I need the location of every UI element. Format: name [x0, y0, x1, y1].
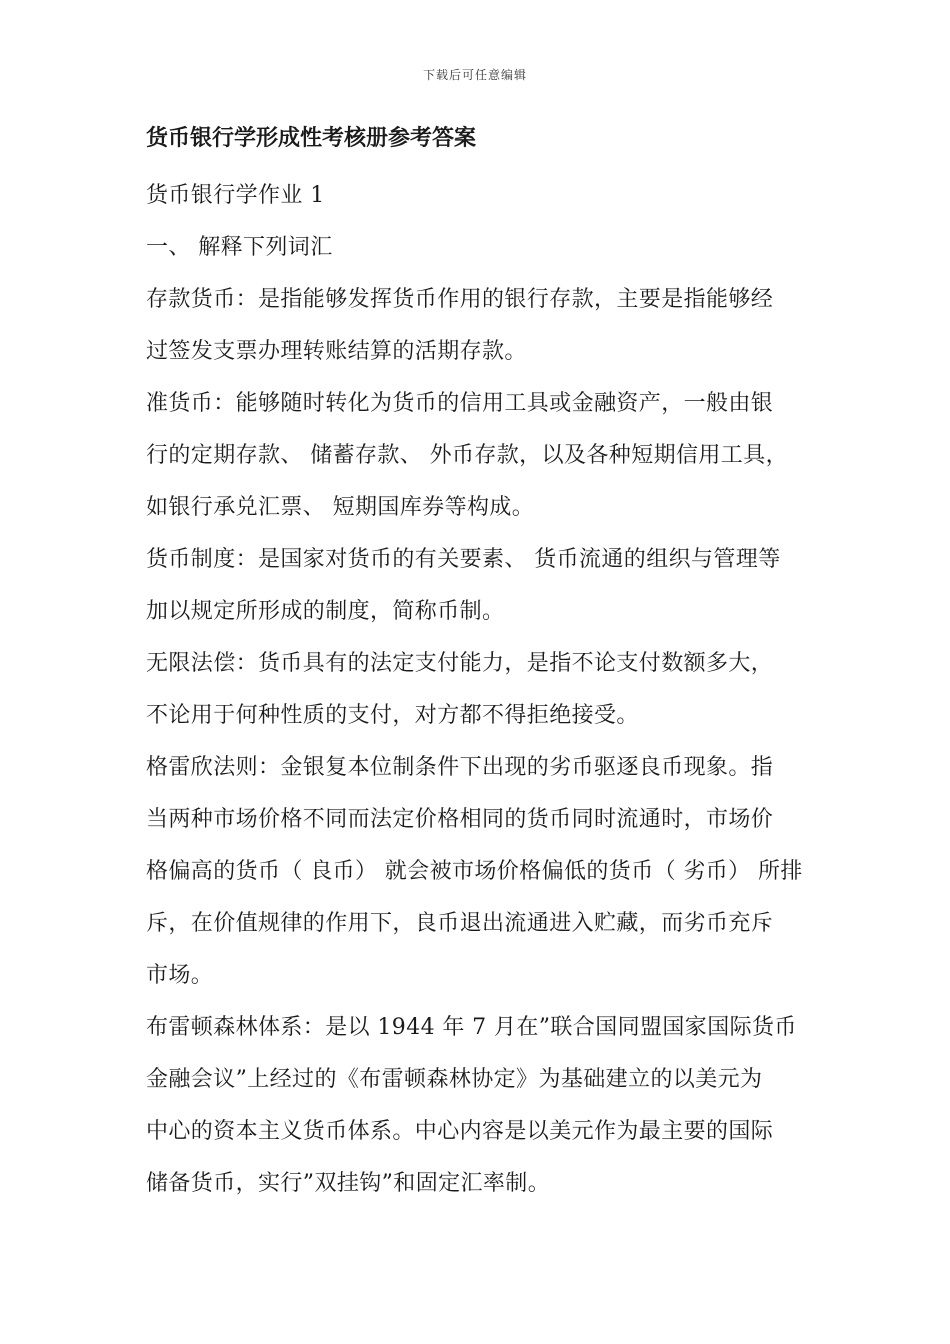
text-line: 格偏高的货币（ 良币） 就会被市场价格偏低的货币（ 劣币） 所排 — [146, 859, 803, 884]
definitions-text — [146, 274, 826, 1210]
text-line: 格雷欣法则：金银复本位制条件下出现的劣币驱逐良币现象。指 — [146, 755, 774, 780]
text-line: 市场。 — [146, 963, 214, 988]
section-heading: 一、 解释下列词汇 — [146, 235, 333, 260]
document-body — [146, 118, 826, 1210]
page-header-note: 下载后可任意编辑 — [422, 68, 527, 82]
text-line: 斥，在价值规律的作用下，良币退出流通进入贮藏，而劣币充斥 — [146, 911, 774, 936]
text-line: 如银行承兑汇票、 短期国库券等构成。 — [146, 495, 535, 520]
text-line: 过签发支票办理转账结算的活期存款。 — [146, 339, 527, 364]
text-line: 储备货币，实行”双挂钩”和固定汇率制。 — [146, 1171, 551, 1196]
text-line: 无限法偿：货币具有的法定支付能力，是指不论支付数额多大， — [146, 651, 774, 676]
text-line: 加以规定所形成的制度，简称币制。 — [146, 599, 505, 624]
text-line: 货币制度：是国家对货币的有关要素、 货币流通的组织与管理等 — [146, 547, 781, 572]
text-line: 金融会议”上经过的《布雷顿森林协定》为基础建立的以美元为 — [146, 1067, 763, 1092]
text-line: 准货币：能够随时转化为货币的信用工具或金融资产，一般由银 — [146, 391, 774, 416]
text-line: 当两种市场价格不同而法定价格相同的货币同时流通时，市场价 — [146, 807, 774, 832]
document-title: 货币银行学形成性考核册参考答案 — [146, 125, 477, 151]
text-line: 不论用于何种性质的支付，对方都不得拒绝接受。 — [146, 703, 639, 728]
assignment-heading: 货币银行学作业 1 — [146, 183, 325, 208]
text-line: 布雷顿森林体系：是以 1944 年 7 月在”联合国同盟国家国际货币 — [146, 1015, 797, 1040]
text-line: 中心的资本主义货币体系。中心内容是以美元作为最主要的国际 — [146, 1119, 774, 1144]
text-line: 存款货币：是指能够发挥货币作用的银行存款，主要是指能够经 — [146, 287, 774, 312]
text-line: 行的定期存款、 储蓄存款、 外币存款，以及各种短期信用工具， — [146, 443, 788, 468]
